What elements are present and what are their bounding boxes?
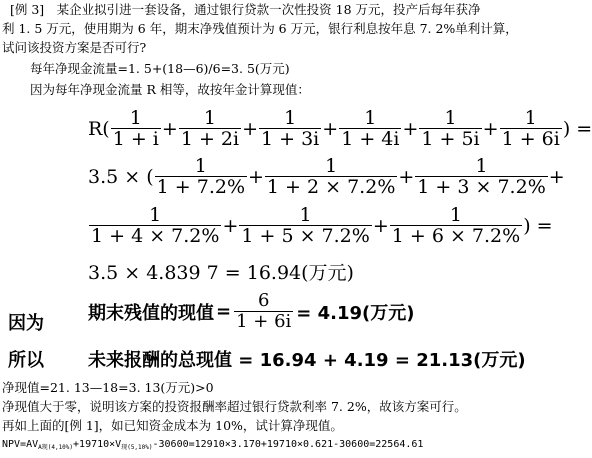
fraction-3 (259, 108, 321, 149)
fraction-num: 1 (364, 107, 377, 129)
plus-sign: + (482, 117, 499, 140)
fraction-8 (265, 156, 397, 197)
npv-subscript-a: A现(4,10%) (38, 444, 74, 451)
fraction-den: 1 + 6i (501, 128, 560, 150)
fraction-num: 1 (524, 107, 537, 129)
npv-subscript-b: 现(5,10%) (121, 444, 153, 451)
fraction-num: 1 (449, 204, 463, 226)
npv-formula (2, 438, 423, 455)
plus-sign: + (222, 214, 239, 237)
intro-line-1: [例 3] 某企业拟引进一套设备，通过银行贷款一次性投资 18 万元，投产后每年获净 (10, 2, 481, 17)
plus-sign: + (248, 165, 264, 188)
close-paren-equals: ) = (562, 117, 592, 140)
residual-line (88, 291, 415, 332)
npv-part-c: -30600=12910×3.170+19710×0.621-30600=22564.61 (152, 439, 424, 450)
fraction-den: 1 + 6i (236, 311, 292, 332)
fraction-12 (390, 205, 522, 246)
fraction-den: 1 + 3 × 7.2% (417, 176, 546, 198)
therefore-label: 所以 (8, 350, 44, 371)
annuity-note: 因为每年净现金流量 R 相等，故按年金计算现值： (30, 82, 310, 97)
fraction-11 (239, 205, 371, 246)
fraction-4 (339, 108, 401, 149)
intro-line-3: 试问该投资方案是否可行? (2, 40, 147, 55)
fraction-den: 1 + 2 × 7.2% (266, 176, 396, 198)
intro-line-2: 利 1. 5 万元，使用期为 6 年，期末净残值预计为 6 万元，银行利息按年息 7. 2%单利计算， (2, 21, 518, 36)
fraction-2 (179, 108, 241, 149)
cashflow-line: 每年净现金流量=1. 5+(18—6)/6=3. 5(万元) (30, 61, 290, 76)
example-line: 再如上面的[例 1]，如已知资金成本为 10%，试计算净现值。 (2, 418, 343, 433)
residual-text: 期末残值的现值 (88, 302, 214, 324)
equation-line-3 (88, 205, 553, 246)
fraction-den: 1 + i (112, 128, 159, 150)
fraction-den: 1 + 5 × 7.2% (241, 225, 370, 247)
plus-sign: + (161, 117, 178, 140)
npv-part-b: +19710×V (73, 439, 122, 450)
fraction-num: 6 (257, 290, 270, 311)
fraction-9 (415, 156, 547, 197)
equation-line-2 (88, 156, 565, 197)
fraction-num: 1 (284, 107, 297, 129)
fraction-num: 1 (325, 155, 338, 177)
fraction-7 (155, 156, 247, 197)
residual-value: = 4.19(万元) (296, 302, 415, 324)
fraction-den: 1 + 4i (341, 128, 400, 150)
fraction-num: 1 (149, 204, 162, 226)
eq-prefix: 3.5 × ( (88, 165, 154, 188)
fraction-den: 1 + 4 × 7.2% (91, 225, 220, 247)
result-line: 3.5 × 4.839 7 = 16.94(万元) (88, 262, 354, 284)
fraction-den: 1 + 2i (180, 128, 240, 150)
fraction-den: 1 + 7.2% (156, 176, 245, 198)
plus-sign: + (322, 117, 339, 140)
plus-sign: + (398, 165, 415, 188)
equals-sign: = (216, 301, 232, 322)
residual-fraction (234, 291, 293, 332)
fraction-6 (500, 108, 562, 149)
close-paren-equals: ) = (523, 214, 553, 237)
fraction-num: 1 (194, 155, 207, 177)
plus-sign: + (242, 117, 258, 140)
fraction-num: 1 (299, 204, 312, 226)
fraction-den: 1 + 5i (421, 128, 480, 150)
npv-part-a: NPV=AV (2, 439, 39, 450)
fraction-num: 1 (129, 107, 142, 129)
fraction-num: 1 (475, 155, 488, 177)
fraction-num: 1 (203, 107, 216, 129)
plus-sign: + (402, 117, 419, 140)
fraction-1 (111, 108, 161, 149)
eq-R: R( (88, 117, 110, 140)
plus-sign: + (372, 214, 389, 237)
because-label: 因为 (8, 313, 44, 334)
fraction-num: 1 (444, 107, 457, 129)
fraction-den: 1 + 6 × 7.2% (391, 225, 521, 247)
conclusion-line: 净现值大于零，说明该方案的投资报酬率超过银行贷款利率 7. 2%，故该方案可行。 (2, 399, 467, 414)
plus-sign: + (548, 165, 565, 188)
fraction-10 (89, 205, 221, 246)
fraction-den: 1 + 3i (261, 128, 320, 150)
fraction-5 (419, 108, 481, 149)
total-line: 未来报酬的总现值 = 16.94 + 4.19 = 21.13(万元) (88, 350, 526, 371)
equation-line-1 (88, 108, 592, 149)
npv-line: 净现值=21. 13—18=3. 13(万元)>0 (2, 380, 214, 395)
